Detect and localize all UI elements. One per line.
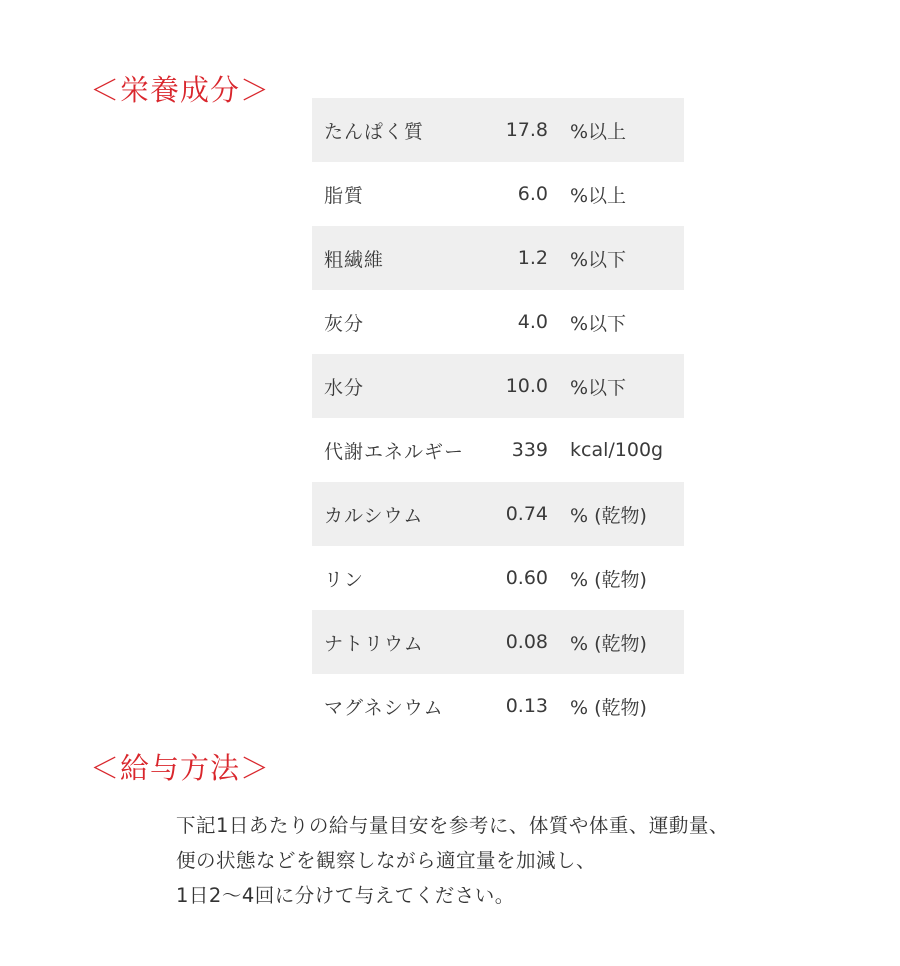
nutrient-unit: %以下 (570, 248, 627, 271)
nutrient-value: 10.0 (505, 375, 548, 397)
nutrient-name: カルシウム (324, 504, 424, 527)
nutrient-value: 6.0 (517, 183, 548, 205)
nutrient-value: 1.2 (517, 247, 548, 269)
nutrient-value: 0.08 (505, 631, 548, 653)
nutrient-unit: % (乾物) (570, 504, 647, 527)
nutrient-name: 粗繊維 (324, 248, 385, 271)
nutrient-value: 4.0 (517, 311, 548, 333)
nutrient-name: 水分 (324, 376, 365, 399)
nutrient-unit: %以上 (570, 120, 627, 143)
feeding-section-heading: ＜給与方法＞ (90, 751, 271, 785)
nutrition-row-fat (312, 162, 684, 226)
nutrition-row-protein (312, 98, 684, 162)
nutrition-row-ash (312, 290, 684, 354)
nutrient-value: 0.60 (505, 567, 548, 589)
feeding-line: 1日2～4回に分けて与えてください。 (176, 884, 515, 907)
nutrition-section-heading: ＜栄養成分＞ (90, 73, 271, 107)
nutrient-value: 0.74 (505, 503, 548, 525)
feeding-instructions (176, 808, 856, 913)
feeding-line: 便の状態などを観察しながら適宜量を加減し、 (176, 849, 597, 872)
feeding-line: 下記1日あたりの給与量目安を参考に、体質や体重、運動量、 (176, 814, 729, 837)
nutrition-row-metabolizable-energy (312, 418, 684, 482)
nutrient-unit: %以下 (570, 312, 627, 335)
nutrient-unit: %以上 (570, 184, 627, 207)
nutrient-unit: kcal/100g (570, 439, 664, 461)
nutrient-unit: % (乾物) (570, 696, 647, 719)
nutrition-row-magnesium (312, 674, 684, 738)
nutrient-name: リン (324, 568, 365, 591)
nutrient-name: マグネシウム (324, 696, 444, 719)
nutrient-value: 0.13 (505, 695, 548, 717)
nutrition-row-moisture (312, 354, 684, 418)
nutrient-name: ナトリウム (324, 632, 424, 655)
nutrient-name: 脂質 (324, 184, 365, 207)
nutrition-row-phosphorus (312, 546, 684, 610)
nutrition-table (312, 98, 684, 738)
nutrient-unit: % (乾物) (570, 568, 647, 591)
nutrition-row-crude-fiber (312, 226, 684, 290)
nutrition-row-calcium (312, 482, 684, 546)
nutrient-value: 17.8 (505, 119, 548, 141)
nutrient-unit: %以下 (570, 376, 627, 399)
nutrient-unit: % (乾物) (570, 632, 647, 655)
nutrient-value: 339 (511, 439, 548, 461)
nutrient-name: 代謝エネルギー (324, 440, 465, 463)
nutrient-name: たんぱく質 (324, 120, 425, 143)
nutrient-name: 灰分 (324, 312, 365, 335)
nutrition-row-sodium (312, 610, 684, 674)
